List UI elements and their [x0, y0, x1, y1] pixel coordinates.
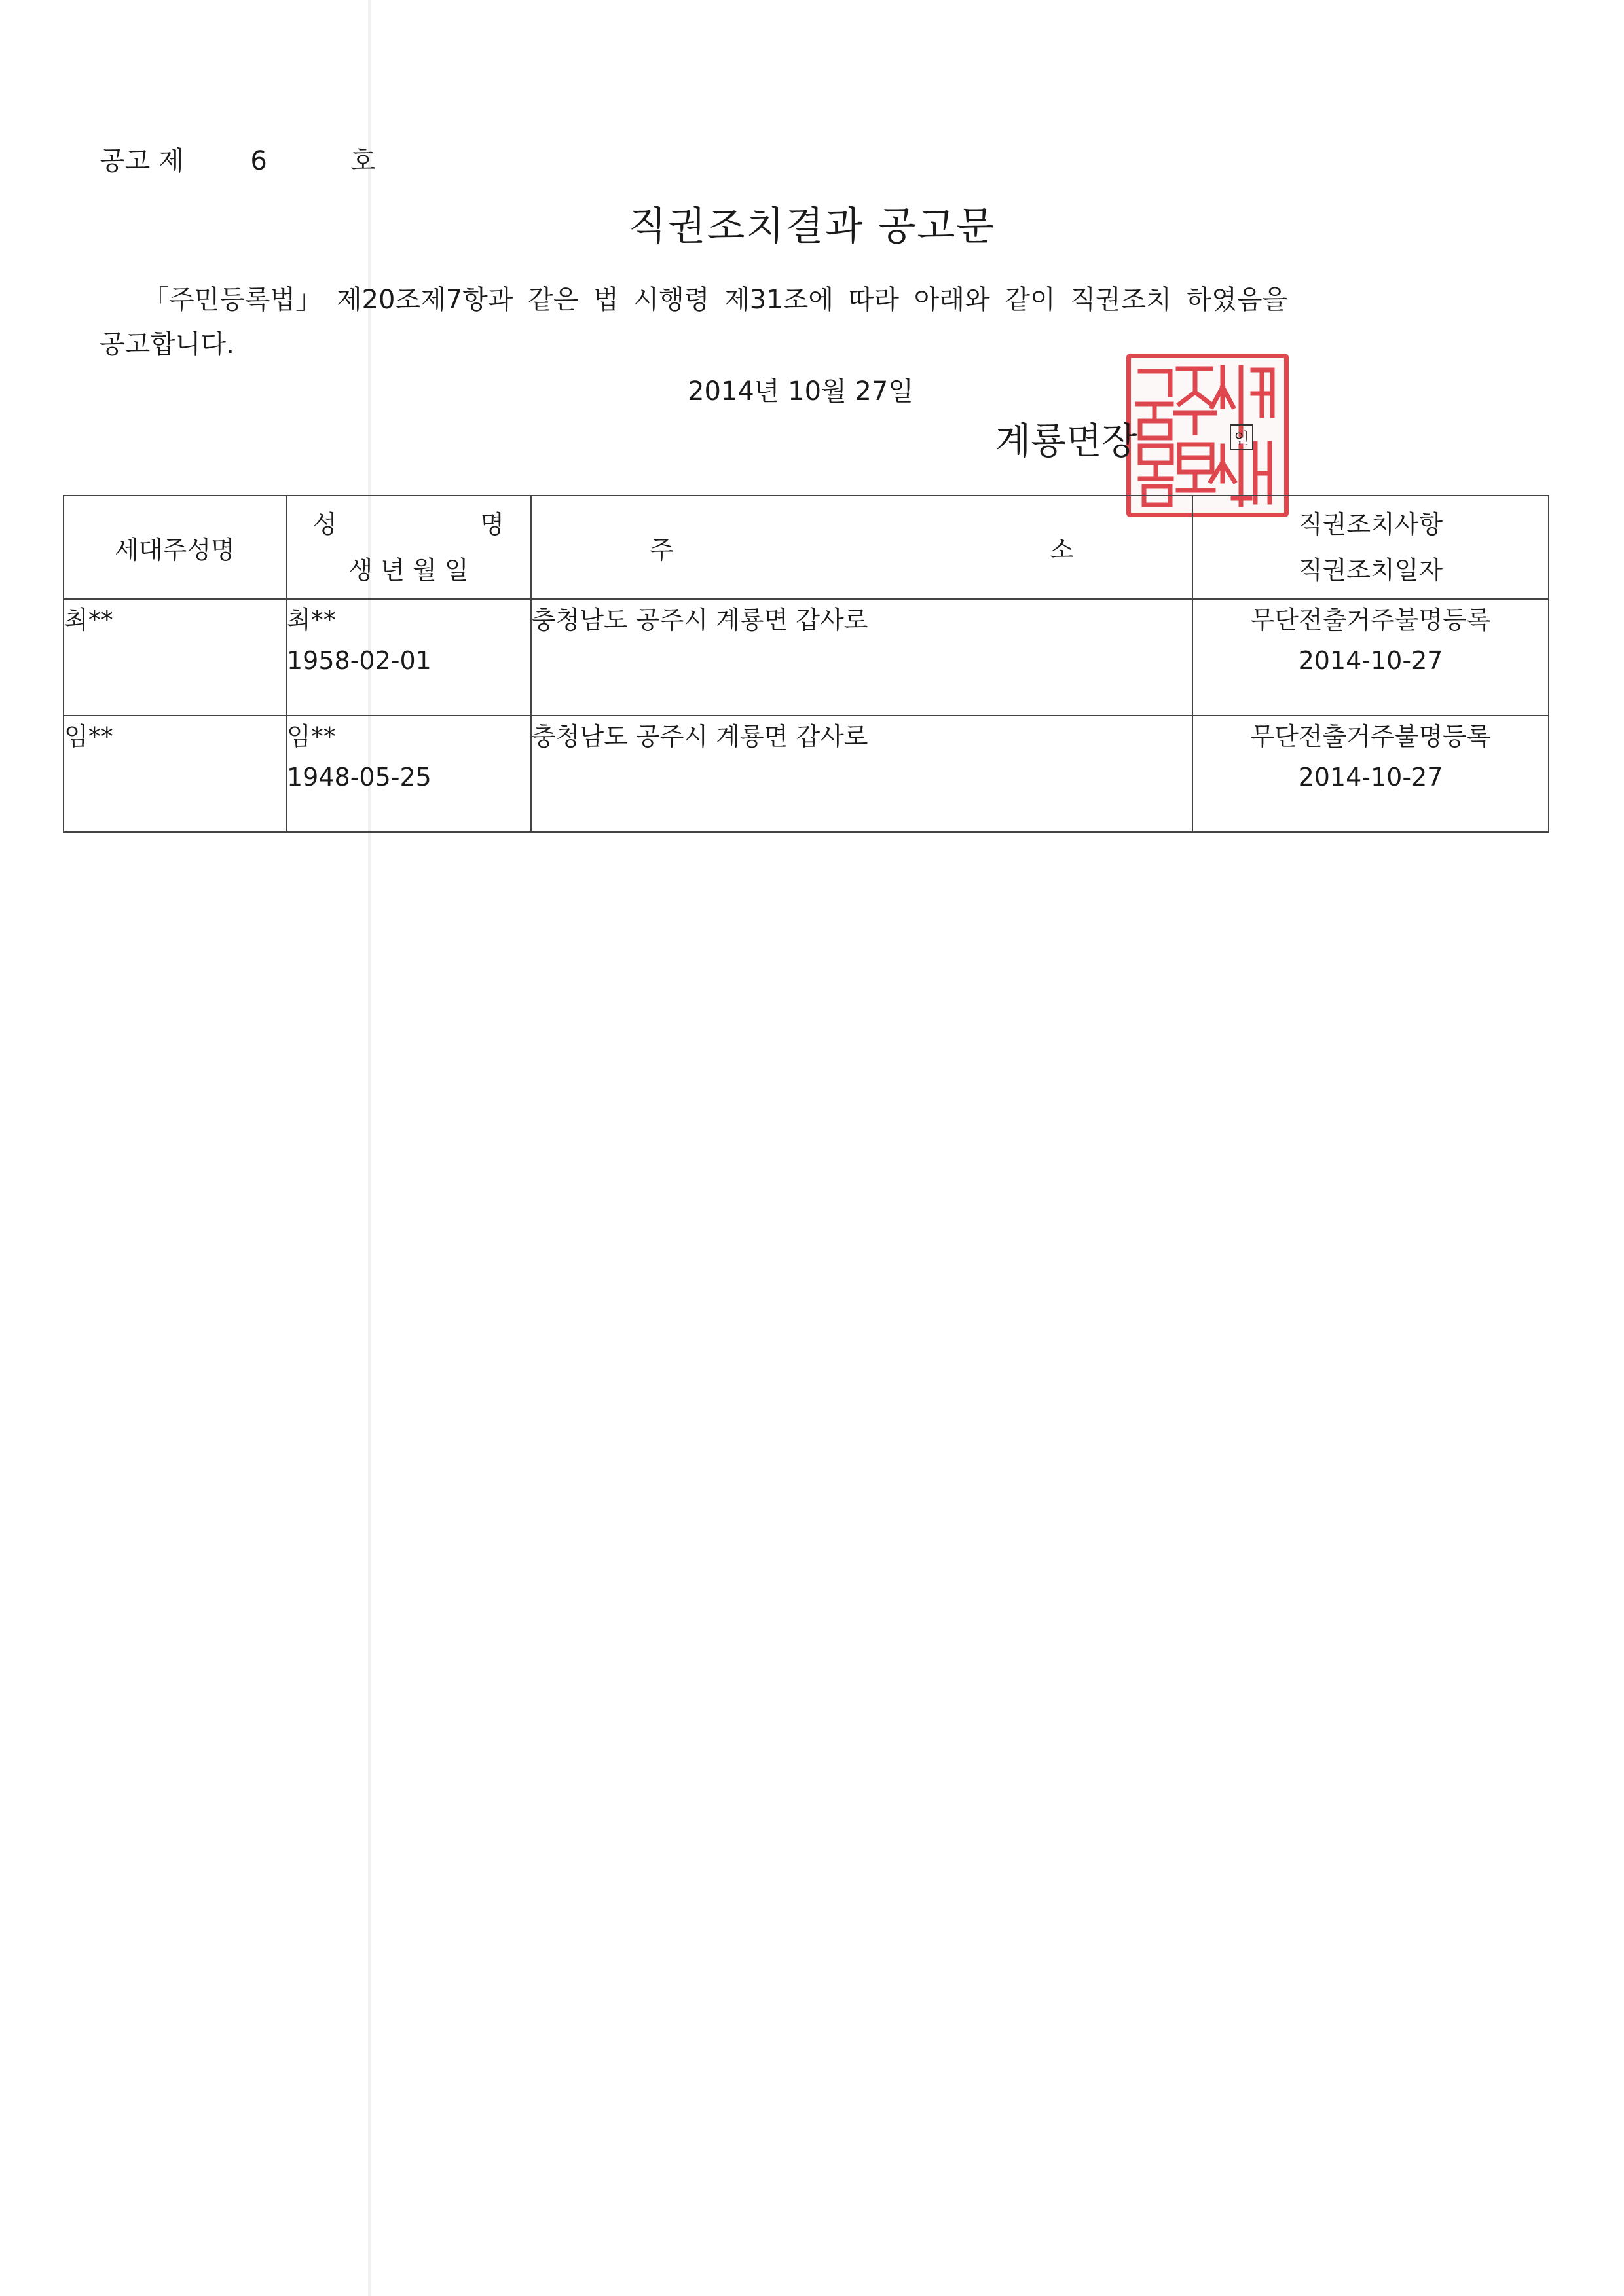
header-address	[531, 496, 1192, 599]
cell-action-date: 2014-10-27	[1298, 646, 1443, 675]
header-action-date: 직권조치일자	[1298, 556, 1443, 585]
header-name	[287, 501, 530, 547]
cell-address: 충청남도 공주시 계룡면 갑사로	[531, 716, 1192, 832]
table-row	[64, 599, 1549, 716]
seal-mark-box: 인	[1230, 424, 1253, 450]
cell-action	[1192, 599, 1549, 716]
cell-household-head: 최**	[64, 599, 286, 716]
notice-number: 공고 제 6 호	[100, 146, 376, 176]
table-row	[64, 716, 1549, 832]
header-household-head-label: 세대주성명	[115, 535, 235, 564]
notice-date: 2014년 10월 27일	[688, 376, 913, 407]
cell-birth: 1948-05-25	[287, 763, 432, 792]
notice-body-line-2: 공고합니다.	[100, 329, 234, 359]
header-household-head	[64, 496, 286, 599]
cell-action	[1192, 716, 1549, 832]
cell-name: 최**	[287, 606, 336, 634]
cell-action-text: 무단전출거주불명등록	[1250, 606, 1491, 634]
header-address-label	[532, 530, 1192, 566]
official-seal-stamp	[1126, 354, 1289, 517]
cell-name-birth	[286, 599, 531, 716]
seal-glyph-strokes	[1131, 358, 1284, 513]
cell-action-text: 무단전출거주불명등록	[1250, 722, 1491, 751]
document-title: 직권조치결과 공고문	[628, 204, 996, 249]
signer-name: 계룡면장	[995, 420, 1137, 463]
header-action-label: 직권조치사항	[1298, 510, 1443, 539]
header-name-birth	[286, 496, 531, 599]
cell-name: 임**	[287, 722, 336, 751]
header-birth: 생 년 월 일	[348, 556, 469, 585]
cell-name-birth	[286, 716, 531, 832]
cell-address: 충청남도 공주시 계룡면 갑사로	[531, 599, 1192, 716]
result-table	[63, 495, 1549, 833]
header-address-right: 소	[1050, 535, 1074, 564]
header-address-left: 주	[650, 535, 674, 564]
header-name-left: 성	[313, 510, 337, 539]
cell-household-head: 임**	[64, 716, 286, 832]
notice-body-line-1: 「주민등록법」 제20조제7항과 같은 법 시행령 제31조에 따라 아래와 같이 직권조치 하였음을	[143, 285, 1288, 315]
header-name-right: 명	[480, 510, 504, 539]
table-header-row	[64, 496, 1549, 599]
cell-action-date: 2014-10-27	[1298, 763, 1443, 792]
header-action	[1192, 496, 1549, 599]
cell-birth: 1958-02-01	[287, 646, 432, 675]
